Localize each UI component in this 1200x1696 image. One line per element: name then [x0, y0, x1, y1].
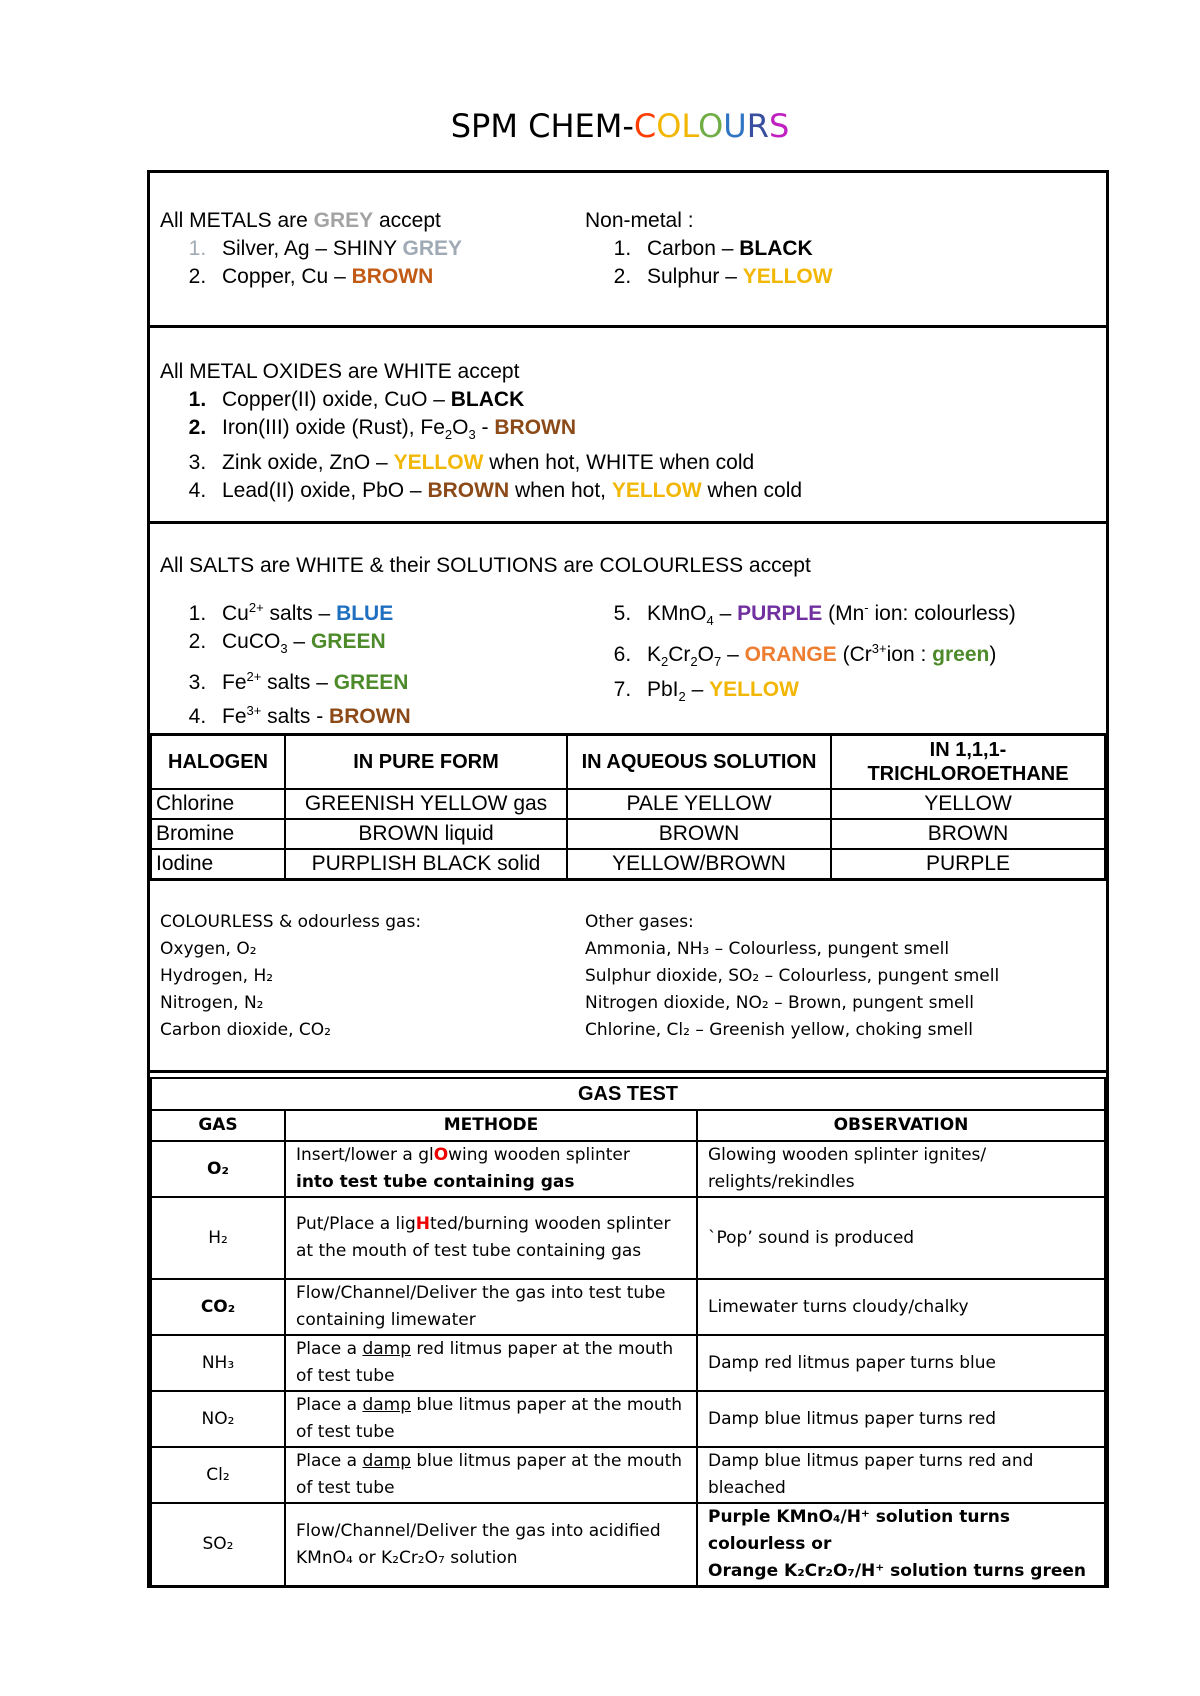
oxide-item-2: 2. Iron(III) oxide (Rust), $Fe_2O_3$ - BROWN	[212, 414, 802, 449]
title-letter: S	[768, 107, 790, 145]
title-letter: C	[633, 107, 657, 145]
gas-cell: NH₃	[151, 1335, 285, 1391]
salts-section	[150, 524, 1106, 736]
halogen-cell: YELLOW	[831, 789, 1105, 819]
halogen-cell: Iodine	[151, 849, 285, 879]
observation-cell: Limewater turns cloudy/chalky	[697, 1279, 1105, 1335]
salt-item-7: 7. PbI$_2$ – YELLOW	[637, 676, 1016, 711]
salt-item-2: 2. CuCO$_3$ – GREEN	[212, 628, 411, 663]
table-row	[151, 849, 1105, 879]
halogen-header-row	[151, 735, 1105, 789]
halogen-header: IN 1,1,1-TRICHLOROETHANE	[831, 735, 1105, 789]
colourless-gases-list: COLOURLESS & odourless gas: Oxygen, O₂ Hydrogen, H₂ Nitrogen, N₂ Carbon dioxide, CO₂	[160, 912, 422, 1040]
table-row	[151, 1447, 1105, 1503]
halogen-table	[150, 734, 1106, 880]
title-letter: R	[746, 107, 769, 145]
table-row	[151, 1503, 1105, 1586]
table-row	[151, 1335, 1105, 1391]
gas-cell: Cl₂	[151, 1447, 285, 1503]
oxides-list: All METAL OXIDES are WHITE accept 1. Copper(II) oxide, CuO – BLACK 2. Iron(III) oxide (Rust), $Fe_2O_3$ - BROWN 3. Zink oxide, ZnO – YELLOW when hot, WHITE when cold 4. Lead(II) oxide, PbO – BROWN when hot, YELLOW when cold	[160, 358, 802, 505]
halogen-cell: PURPLISH BLACK solid	[285, 849, 567, 879]
gas-cell: O₂	[151, 1141, 285, 1197]
oxide-item-4: 4. Lead(II) oxide, PbO – BROWN when hot, YELLOW when cold	[212, 477, 802, 505]
method-cell: Place a damp blue litmus paper at the mouth of test tube	[285, 1447, 697, 1503]
observation-cell: Damp blue litmus paper turns red and bleached	[697, 1447, 1105, 1503]
salt-item-3: 3. $Fe^{2+}$ salts – GREEN	[212, 663, 411, 697]
observation-cell: Glowing wooden splinter ignites/ relights/rekindles	[697, 1141, 1105, 1197]
oxides-section	[150, 328, 1106, 524]
halogen-cell: PURPLE	[831, 849, 1105, 879]
observation-cell: Purple KMnO₄/H⁺ solution turns colourless or Orange K₂Cr₂O₇/H⁺ solution turns green	[697, 1503, 1105, 1586]
gas-test-header: OBSERVATION	[697, 1110, 1105, 1141]
page-title: SPM CHEM-COLOURS	[450, 107, 790, 145]
title-letter: O	[656, 107, 682, 145]
title-letter: L	[681, 107, 699, 145]
gas-test-header-row	[151, 1110, 1105, 1141]
table-row	[151, 1197, 1105, 1279]
table-row	[151, 819, 1105, 849]
gases-section	[150, 881, 1106, 1073]
halogen-cell: BROWN	[831, 819, 1105, 849]
gas-test-title: GAS TEST	[151, 1078, 1105, 1110]
observation-cell: `Pop’ sound is produced	[697, 1197, 1105, 1279]
salt-item-5: 5. KMnO$_4$ – PURPLE (Mn- ion: colourless)	[637, 594, 1016, 635]
other-gases-list: Other gases: Ammonia, NH₃ – Colourless, pungent smell Sulphur dioxide, SO₂ – Colourless, pungent smell Nitrogen dioxide, NO₂ – Brown, pungent smell Chlorine, Cl₂ – Greenish yellow, choking smell	[585, 912, 1000, 1040]
salts-heading: All SALTS are WHITE & their SOLUTIONS are COLOURLESS accept	[160, 554, 811, 577]
gas-cell: CO₂	[151, 1279, 285, 1335]
salt-item-1: 1. $Cu^{2+}$ salts – BLUE	[212, 594, 411, 628]
metals-section	[150, 173, 1106, 328]
gas-test-table	[150, 1077, 1106, 1587]
observation-cell: Damp blue litmus paper turns red	[697, 1391, 1105, 1447]
halogen-cell: BROWN	[567, 819, 831, 849]
gas-cell: H₂	[151, 1197, 285, 1279]
method-cell: Place a damp blue litmus paper at the mouth of test tube	[285, 1391, 697, 1447]
halogen-cell: Bromine	[151, 819, 285, 849]
table-row	[151, 1141, 1105, 1197]
observation-cell: Damp red litmus paper turns blue	[697, 1335, 1105, 1391]
salts-list-left	[160, 594, 411, 731]
metal-item-silver: 1. Silver, Ag – SHINY GREY	[212, 235, 462, 263]
method-cell: Flow/Channel/Deliver the gas into test tube containing limewater	[285, 1279, 697, 1335]
gas-test-section	[150, 1073, 1106, 1587]
gas-cell: NO₂	[151, 1391, 285, 1447]
halogen-cell: GREENISH YELLOW gas	[285, 789, 567, 819]
halogen-header: HALOGEN	[151, 735, 285, 789]
halogen-cell: BROWN liquid	[285, 819, 567, 849]
halogen-section	[150, 734, 1106, 881]
salt-item-6: 6. $K_2Cr_2O_7$ – ORANGE ($Cr^{3+}ion$ : green)	[637, 635, 1016, 676]
halogen-header: IN AQUEOUS SOLUTION	[567, 735, 831, 789]
salts-list-right	[585, 594, 1016, 712]
table-row	[151, 1279, 1105, 1335]
method-cell: Place a damp red litmus paper at the mouth of test tube	[285, 1335, 697, 1391]
title-letter: O	[698, 107, 724, 145]
method-cell: Insert/lower a glOwing wooden splinter into test tube containing gas	[285, 1141, 697, 1197]
method-cell: Put/Place a ligHted/burning wooden splinter at the mouth of test tube containing gas	[285, 1197, 697, 1279]
nonmetal-item-sulphur: 2. Sulphur – YELLOW	[637, 263, 833, 291]
halogen-header: IN PURE FORM	[285, 735, 567, 789]
halogen-cell: YELLOW/BROWN	[567, 849, 831, 879]
oxide-item-3: 3. Zink oxide, ZnO – YELLOW when hot, WHITE when cold	[212, 449, 802, 477]
title-letter: U	[723, 107, 747, 145]
table-row	[151, 1391, 1105, 1447]
salt-item-4: 4. $Fe^{3+}$ salts - BROWN	[212, 697, 411, 731]
gas-test-header: GAS	[151, 1110, 285, 1141]
nonmetals-list: Non-metal : 1. Carbon – BLACK 2. Sulphur – YELLOW	[585, 207, 833, 291]
oxide-item-1: 1. Copper(II) oxide, CuO – BLACK	[212, 386, 802, 414]
metal-item-copper: 2. Copper, Cu – BROWN	[212, 263, 462, 291]
gas-cell: SO₂	[151, 1503, 285, 1586]
table-row	[151, 789, 1105, 819]
halogen-cell: PALE YELLOW	[567, 789, 831, 819]
method-cell: Flow/Channel/Deliver the gas into acidified KMnO₄ or K₂Cr₂O₇ solution	[285, 1503, 697, 1586]
nonmetal-item-carbon: 1. Carbon – BLACK	[637, 235, 833, 263]
summary-sheet	[147, 170, 1109, 1588]
metals-list: All METALS are GREY accept 1. Silver, Ag – SHINY GREY 2. Copper, Cu – BROWN	[160, 207, 462, 291]
halogen-cell: Chlorine	[151, 789, 285, 819]
gas-test-header: METHODE	[285, 1110, 697, 1141]
